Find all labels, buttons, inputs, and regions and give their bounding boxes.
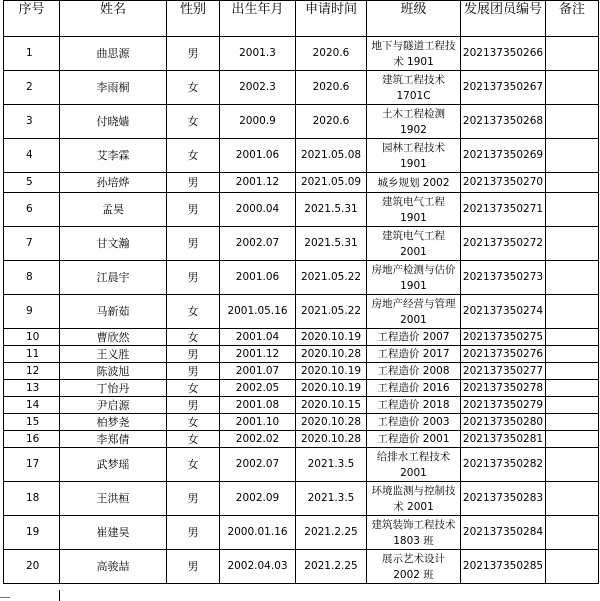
table-row	[4, 329, 599, 346]
apply-date-cell: 2021.05.09	[296, 173, 367, 193]
member-number-cell: 202137350267	[461, 71, 546, 105]
apply-date-cell: 2021.5.31	[296, 227, 367, 261]
member-number-cell: 202137350274	[461, 295, 546, 329]
remark-cell	[546, 448, 599, 482]
remark-cell	[546, 482, 599, 516]
row-number-cell: 13	[4, 380, 60, 397]
gender-cell: 男	[167, 482, 220, 516]
apply-date-cell: 2020.10.19	[296, 329, 367, 346]
birth-date-cell: 2001.10	[220, 414, 296, 431]
table-row	[4, 414, 599, 431]
gender-cell: 男	[167, 227, 220, 261]
birth-date-cell: 2001.08	[220, 397, 296, 414]
class-name-cell: 工程造价 2007	[367, 329, 461, 346]
remark-cell	[546, 71, 599, 105]
gender-cell: 女	[167, 105, 220, 139]
gender-cell: 女	[167, 448, 220, 482]
remark-cell	[546, 380, 599, 397]
birth-date-cell: 2001.07	[220, 363, 296, 380]
apply-date-cell: 2020.10.28	[296, 414, 367, 431]
class-name-cell: 环境监测与控制技术 2001	[367, 482, 461, 516]
birth-date-cell: 2002.09	[220, 482, 296, 516]
remark-cell	[546, 37, 599, 71]
member-number-cell: 202137350269	[461, 139, 546, 173]
table-row	[4, 346, 599, 363]
row-number-cell: 2	[4, 71, 60, 105]
member-number-cell: 202137350270	[461, 173, 546, 193]
birth-date-cell: 2001.12	[220, 173, 296, 193]
apply-date-cell: 2020.10.19	[296, 380, 367, 397]
class-name-cell: 给排水工程技术 2001	[367, 448, 461, 482]
class-name-cell: 土木工程检测 1902	[367, 105, 461, 139]
table-row	[4, 71, 599, 105]
apply-date-cell: 2021.5.31	[296, 193, 367, 227]
gender-cell: 男	[167, 173, 220, 193]
table-row	[4, 37, 599, 71]
gender-cell: 女	[167, 414, 220, 431]
row-number-cell: 10	[4, 329, 60, 346]
birth-date-cell: 2002.05	[220, 380, 296, 397]
birth-date-cell: 2002.07	[220, 227, 296, 261]
class-name-cell: 工程造价 2018	[367, 397, 461, 414]
gender-cell: 男	[167, 193, 220, 227]
gender-cell: 女	[167, 329, 220, 346]
header-name: 姓名	[60, 1, 167, 37]
student-name-cell: 柏梦尧	[60, 414, 167, 431]
member-table	[3, 0, 599, 584]
apply-date-cell: 2020.6	[296, 71, 367, 105]
student-name-cell: 高骏喆	[60, 550, 167, 584]
gender-cell: 男	[167, 397, 220, 414]
row-number-cell: 20	[4, 550, 60, 584]
member-number-cell: 202137350282	[461, 448, 546, 482]
birth-date-cell: 2000.9	[220, 105, 296, 139]
remark-cell	[546, 550, 599, 584]
class-name-cell: 房地产经营与管理 2001	[367, 295, 461, 329]
header-member-no: 发展团员编号	[461, 1, 546, 37]
member-number-cell: 202137350278	[461, 380, 546, 397]
gender-cell: 男	[167, 550, 220, 584]
table-row	[4, 516, 599, 550]
header-gender: 性别	[167, 1, 220, 37]
apply-date-cell: 2021.05.22	[296, 295, 367, 329]
gender-cell: 男	[167, 37, 220, 71]
row-number-cell: 7	[4, 227, 60, 261]
member-number-cell: 202137350272	[461, 227, 546, 261]
apply-date-cell: 2020.10.28	[296, 346, 367, 363]
class-name-cell: 建筑装饰工程技术 1803 班	[367, 516, 461, 550]
header-row	[4, 1, 599, 37]
class-name-cell: 工程造价 2008	[367, 363, 461, 380]
member-number-cell: 202137350283	[461, 482, 546, 516]
member-number-cell: 202137350284	[461, 516, 546, 550]
member-number-cell: 202137350268	[461, 105, 546, 139]
row-number-cell: 8	[4, 261, 60, 295]
table-row	[4, 397, 599, 414]
student-name-cell: 李雨桐	[60, 71, 167, 105]
birth-date-cell: 2002.3	[220, 71, 296, 105]
apply-date-cell: 2021.2.25	[296, 516, 367, 550]
remark-cell	[546, 431, 599, 448]
remark-cell	[546, 193, 599, 227]
class-name-cell: 工程造价 2001	[367, 431, 461, 448]
remark-cell	[546, 397, 599, 414]
row-number-cell: 6	[4, 193, 60, 227]
student-name-cell: 曲思源	[60, 37, 167, 71]
table-row	[4, 380, 599, 397]
text-cursor	[59, 590, 60, 601]
birth-date-cell: 2002.07	[220, 448, 296, 482]
row-number-cell: 1	[4, 37, 60, 71]
class-name-cell: 城乡规划 2002	[367, 173, 461, 193]
gender-cell: 女	[167, 431, 220, 448]
remark-cell	[546, 173, 599, 193]
apply-date-cell: 2020.6	[296, 37, 367, 71]
class-name-cell: 工程造价 2016	[367, 380, 461, 397]
table-row	[4, 431, 599, 448]
apply-date-cell: 2020.6	[296, 105, 367, 139]
header-class: 班级	[367, 1, 461, 37]
gender-cell: 女	[167, 380, 220, 397]
class-name-cell: 工程造价 2003	[367, 414, 461, 431]
class-name-cell: 房地产检测与估价 1901	[367, 261, 461, 295]
student-name-cell: 尹启源	[60, 397, 167, 414]
birth-date-cell: 2001.3	[220, 37, 296, 71]
student-name-cell: 江晨宇	[60, 261, 167, 295]
member-number-cell: 202137350273	[461, 261, 546, 295]
remark-cell	[546, 363, 599, 380]
table-row	[4, 482, 599, 516]
row-number-cell: 12	[4, 363, 60, 380]
student-name-cell: 曹欣然	[60, 329, 167, 346]
remark-cell	[546, 139, 599, 173]
student-name-cell: 崔建昊	[60, 516, 167, 550]
member-number-cell: 202137350279	[461, 397, 546, 414]
student-name-cell: 甘文瀚	[60, 227, 167, 261]
table-row	[4, 193, 599, 227]
row-number-cell: 15	[4, 414, 60, 431]
student-name-cell: 马新茹	[60, 295, 167, 329]
student-name-cell: 陈波旭	[60, 363, 167, 380]
student-name-cell: 孙培烨	[60, 173, 167, 193]
row-number-cell: 16	[4, 431, 60, 448]
member-number-cell: 202137350280	[461, 414, 546, 431]
row-number-cell: 4	[4, 139, 60, 173]
remark-cell	[546, 227, 599, 261]
class-name-cell: 建筑工程技术 1701C	[367, 71, 461, 105]
gender-cell: 男	[167, 363, 220, 380]
table-row	[4, 261, 599, 295]
apply-date-cell: 2021.3.5	[296, 448, 367, 482]
apply-date-cell: 2020.10.15	[296, 397, 367, 414]
student-name-cell: 李郑倩	[60, 431, 167, 448]
birth-date-cell: 2000.01.16	[220, 516, 296, 550]
header-birth: 出生年月	[220, 1, 296, 37]
table-row	[4, 139, 599, 173]
gender-cell: 女	[167, 295, 220, 329]
birth-date-cell: 2001.06	[220, 261, 296, 295]
member-number-cell: 202137350275	[461, 329, 546, 346]
member-number-cell: 202137350285	[461, 550, 546, 584]
header-remark: 备注	[546, 1, 599, 37]
member-number-cell: 202137350266	[461, 37, 546, 71]
apply-date-cell: 2021.05.08	[296, 139, 367, 173]
student-name-cell: 王洪桓	[60, 482, 167, 516]
member-number-cell: 202137350271	[461, 193, 546, 227]
gender-cell: 男	[167, 346, 220, 363]
class-name-cell: 展示艺术设计 2002 班	[367, 550, 461, 584]
apply-date-cell: 2020.10.28	[296, 431, 367, 448]
apply-date-cell: 2021.3.5	[296, 482, 367, 516]
remark-cell	[546, 414, 599, 431]
class-name-cell: 建筑电气工程 2001	[367, 227, 461, 261]
apply-date-cell: 2021.2.25	[296, 550, 367, 584]
table-row	[4, 363, 599, 380]
member-number-cell: 202137350281	[461, 431, 546, 448]
remark-cell	[546, 346, 599, 363]
row-number-cell: 18	[4, 482, 60, 516]
table-row	[4, 105, 599, 139]
student-name-cell: 孟昊	[60, 193, 167, 227]
table-row	[4, 448, 599, 482]
class-name-cell: 地下与隧道工程技术 1901	[367, 37, 461, 71]
birth-date-cell: 2002.04.03	[220, 550, 296, 584]
remark-cell	[546, 105, 599, 139]
remark-cell	[546, 295, 599, 329]
header-apply: 申请时间	[296, 1, 367, 37]
apply-date-cell: 2020.10.19	[296, 363, 367, 380]
row-number-cell: 14	[4, 397, 60, 414]
member-number-cell: 202137350276	[461, 346, 546, 363]
student-name-cell: 艾李霖	[60, 139, 167, 173]
row-number-cell: 17	[4, 448, 60, 482]
student-name-cell: 丁怡丹	[60, 380, 167, 397]
table-row	[4, 227, 599, 261]
row-number-cell: 19	[4, 516, 60, 550]
birth-date-cell: 2001.12	[220, 346, 296, 363]
birth-date-cell: 2000.04	[220, 193, 296, 227]
table-row	[4, 173, 599, 193]
gender-cell: 男	[167, 516, 220, 550]
class-name-cell: 工程造价 2017	[367, 346, 461, 363]
gender-cell: 男	[167, 261, 220, 295]
remark-cell	[546, 261, 599, 295]
apply-date-cell: 2021.05.22	[296, 261, 367, 295]
member-number-cell: 202137350277	[461, 363, 546, 380]
table-row	[4, 295, 599, 329]
birth-date-cell: 2001.06	[220, 139, 296, 173]
gender-cell: 女	[167, 71, 220, 105]
page-corner-mark	[0, 597, 10, 598]
birth-date-cell: 2002.02	[220, 431, 296, 448]
row-number-cell: 3	[4, 105, 60, 139]
student-name-cell: 王义胜	[60, 346, 167, 363]
row-number-cell: 11	[4, 346, 60, 363]
row-number-cell: 9	[4, 295, 60, 329]
birth-date-cell: 2001.05.16	[220, 295, 296, 329]
row-number-cell: 5	[4, 173, 60, 193]
class-name-cell: 园林工程技术 1901	[367, 139, 461, 173]
remark-cell	[546, 516, 599, 550]
birth-date-cell: 2001.04	[220, 329, 296, 346]
header-no: 序号	[4, 1, 60, 37]
table-row	[4, 550, 599, 584]
class-name-cell: 建筑电气工程 1901	[367, 193, 461, 227]
remark-cell	[546, 329, 599, 346]
gender-cell: 女	[167, 139, 220, 173]
student-name-cell: 付晓嫱	[60, 105, 167, 139]
student-name-cell: 武梦瑶	[60, 448, 167, 482]
